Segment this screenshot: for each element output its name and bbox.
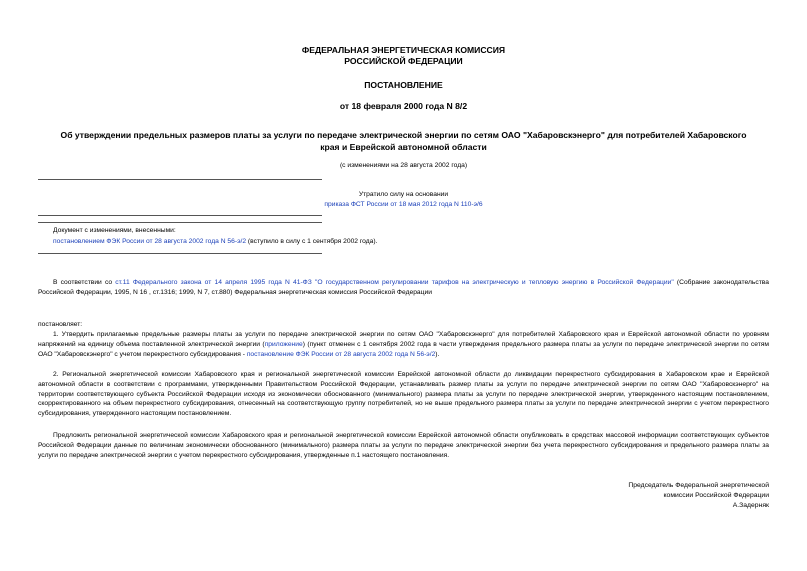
lapsed-text: Утратило силу на основании [358, 191, 449, 198]
intro-suffix: (Собрание законодательства Российской Федерации, 1995, N 16 , ст.1316; 1999, N 7, ст.880) Федеральная энергетическая комиссия Российской Федерации [38, 279, 769, 296]
fek-resolution-link[interactable]: постановление ФЭК России от 28 августа 2002 года N 56-э/2 [246, 350, 436, 358]
amendments-note: (с изменениями на 28 августа 2002 года) [339, 162, 468, 169]
federal-law-link[interactable]: ст.11 Федерального закона от 14 апреля 1995 года N 41-ФЗ "О государственном регулировании тарифов на электрическую и тепловую энергию в Российской Федерации" [115, 279, 674, 286]
doc-type-heading: ПОСТАНОВЛЕНИЕ [364, 80, 443, 90]
appendix-link[interactable]: приложение [264, 340, 303, 348]
commission-name-line2: РОССИЙСКОЙ ФЕДЕРАЦИИ [344, 56, 463, 66]
changes-label: Документ с изменениями, внесенными: [53, 227, 176, 234]
lapsed-link-wrapper [40, 200, 767, 209]
changes-link[interactable]: постановлением ФЭК России от 28 августа 2002 года N 56-э/2 [53, 238, 247, 245]
intro-paragraph [38, 278, 769, 298]
divider-4 [38, 253, 322, 254]
signature-line2: комиссии Российской Федерации [663, 492, 769, 499]
signature-line1: Председатель Федеральной энергетической [628, 482, 769, 489]
changes-line [53, 237, 753, 247]
changes-suffix: (вступило в силу с 1 сентября 2002 года). [246, 238, 378, 245]
divider-3 [38, 222, 322, 223]
p1-text-b: ) (пункт отменен с 1 сентября 2002 года в части утверждения предельного размера платы за услуги по передаче электрической энергии по сетям ОАО "Хабаровскэнерго" с учетом перекрестного субсидирования - [38, 340, 769, 358]
paragraph-2: 2. Региональной энергетической комиссии Хабаровского края и региональной энергетической комиссии Еврейской автономной области до ликвидации перекрестного субсидирования в Хабаровском крае и Еврейской автономной области в соответствии с программами, утвержденными Правительством Российской Федерации, устанавливать размер платы за услуги по передаче электрической энергии по сетям ОАО "Хабаровскэнерго" на территории соответствующего субъекта Российской Федерации исходя из экономически обоснованного (минимального) размера платы за услуги по передаче электрической энергии, утвержденного настоящим постановлением, скорректированного на объем перекрестного субсидирования, отнесенный на соответствующую группу потребителей, но не выше предельного размера платы за услуги по передаче электрической энергии с учетом перекрестного субсидирования, утвержденного настоящим постановлением. [38, 371, 769, 418]
lapsed-order-link[interactable]: приказа ФСТ России от 18 мая 2012 года N 110-э/6 [324, 201, 483, 208]
paragraph-3: Предложить региональной энергетической комиссии Хабаровского края и региональной энергетической комиссии Еврейской автономной области опубликовать в средствах массовой информации соответствующих субъектов Российской Федерации данные по величинам экономически обоснованного (минимального) размера платы за услуги по передаче электрической энергии без учета перекрестного субсидирования и предельного размера платы за услуги по передаче электрической энергии с учетом перекрестного субсидирования, утвержденные п.1 настоящего постановления. [38, 432, 769, 459]
doc-title-line1: Об утверждении предельных размеров платы за услуги по передаче электрической энергии по сетям ОАО "Хабаровскэнерго" для потребителей Хабаровского [60, 130, 747, 140]
divider-2 [38, 215, 322, 216]
commission-name-line1: ФЕДЕРАЛЬНАЯ ЭНЕРГЕТИЧЕСКАЯ КОМИССИЯ [301, 45, 506, 55]
doc-date-number: от 18 февраля 2000 года N 8/2 [339, 101, 468, 111]
p1-text-a: 1. Утвердить прилагаемые предельные размеры платы за услуги по передаче электрической энергии по сетям ОАО "Хабаровскэнерго" для потребителей Хабаровского края и Еврейской автономной области по уровням напряжений на единицу объема поставленной электрической энергии ( [38, 331, 769, 348]
paragraph-1 [38, 330, 769, 359]
doc-title-line2: края и Еврейской автономной области [320, 142, 487, 152]
intro-prefix: В соответствии со [53, 279, 116, 286]
divider-1 [38, 179, 322, 180]
signature-name: А.Задерняк [732, 502, 769, 509]
p1-text-c: ). [435, 350, 440, 358]
resolves-label: постановляет: [38, 321, 83, 328]
